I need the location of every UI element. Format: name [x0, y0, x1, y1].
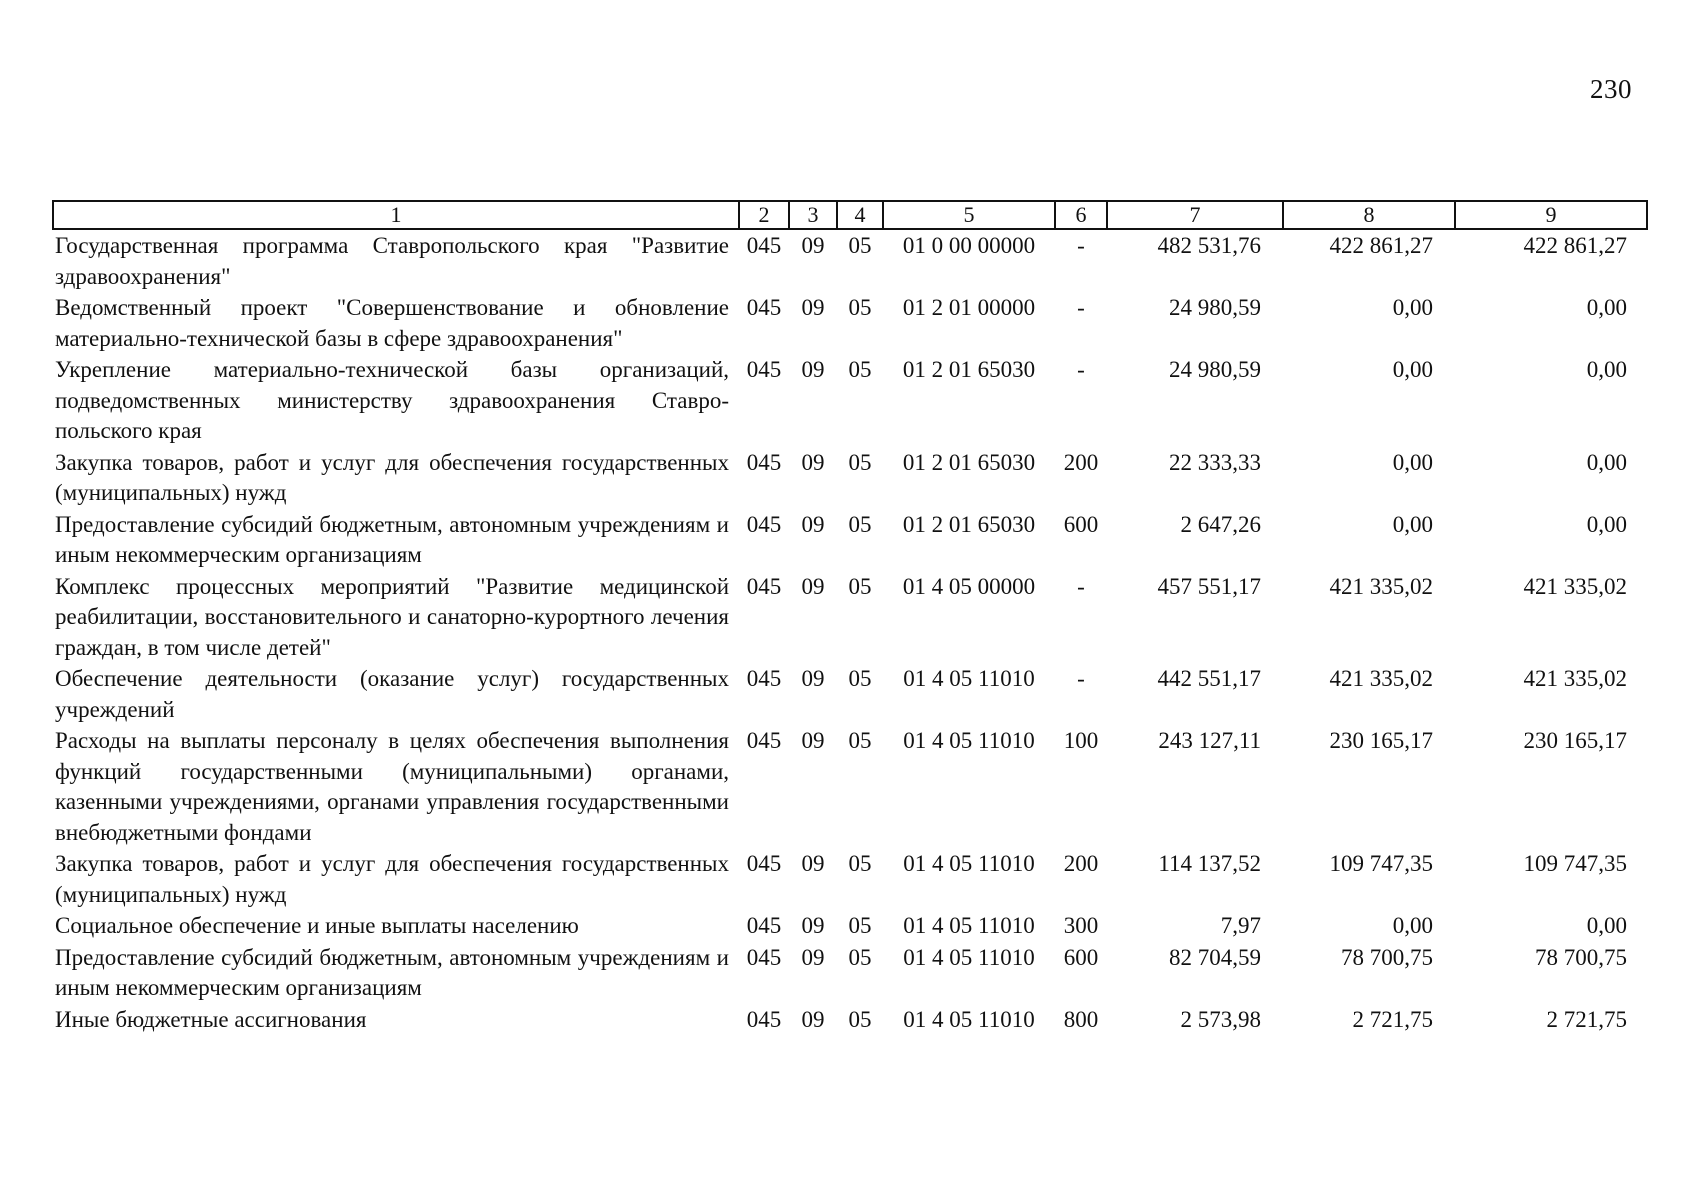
section-code: 09	[801, 233, 825, 258]
amount-col7: 243 127,11	[1158, 728, 1261, 753]
ministry-code: 045	[746, 1006, 782, 1032]
ministry-code: 045	[746, 913, 782, 938]
ministry-code: 045	[746, 944, 782, 970]
expense-type-code: -	[1077, 295, 1085, 320]
table-row	[53, 229, 1647, 292]
header-row	[53, 201, 1647, 229]
amount-col9: 109 747,35	[1523, 851, 1627, 876]
table-row	[53, 725, 1647, 848]
amount-col8: 0,00	[1392, 449, 1433, 475]
amount-col9: 421 335,02	[1523, 573, 1627, 599]
section-code: 09	[801, 357, 825, 382]
table-row	[53, 1004, 1647, 1036]
table-row	[53, 663, 1647, 725]
amount-col9: 421 335,02	[1523, 666, 1627, 691]
amount-col7: 22 333,33	[1169, 449, 1261, 475]
target-article-code: 01 2 01 65030	[902, 357, 1036, 382]
subsection-code: 05	[848, 449, 872, 475]
amount-col7: 7,97	[1220, 913, 1261, 938]
expense-type-code: 100	[1063, 728, 1099, 753]
column-header-6: 6	[1055, 201, 1107, 229]
amount-col9: 0,00	[1586, 295, 1627, 320]
target-article-code: 01 0 00 00000	[902, 233, 1036, 258]
amount-col7: 24 980,59	[1169, 295, 1261, 320]
table-row	[53, 571, 1647, 664]
expense-name: Расходы на выплаты персоналу в целях обеспечения выполнения функций государственными (муниципальными) органами, казенными учреждениями, органами управления государственными внебюджетными фондами	[55, 728, 729, 845]
section-code: 09	[801, 913, 825, 938]
expense-type-code: 600	[1063, 944, 1099, 970]
amount-col9: 0,00	[1586, 913, 1627, 938]
expense-name: Ведомственный проект "Совершенствование и обновление материально-технической базы в сфере здравоохранения"	[55, 295, 729, 351]
expense-name: Закупка товаров, работ и услуг для обеспечения государственных (муниципальных) нужд	[55, 851, 729, 907]
section-code: 09	[801, 573, 825, 599]
target-article-code: 01 4 05 11010	[903, 1006, 1035, 1032]
ministry-code: 045	[746, 851, 782, 876]
column-header-1: 1	[53, 201, 739, 229]
section-code: 09	[801, 1006, 825, 1032]
amount-col7: 114 137,52	[1158, 851, 1261, 876]
section-code: 09	[801, 666, 825, 691]
table-row	[53, 942, 1647, 1004]
expense-name: Закупка товаров, работ и услуг для обеспечения государственных (муниципальных) нужд	[55, 449, 729, 505]
expense-name: Укрепление материально-технической базы организаций, подведомственных министерству здравоохранения Ставро-польского края	[55, 357, 729, 443]
expense-type-code: 200	[1063, 851, 1099, 876]
subsection-code: 05	[848, 728, 872, 753]
subsection-code: 05	[848, 851, 872, 876]
amount-col7: 2 647,26	[1180, 511, 1261, 537]
subsection-code: 05	[848, 913, 872, 938]
amount-col9: 230 165,17	[1523, 728, 1627, 753]
expense-type-code: -	[1077, 357, 1085, 382]
column-header-4: 4	[837, 201, 883, 229]
amount-col7: 24 980,59	[1169, 357, 1261, 382]
amount-col7: 2 573,98	[1180, 1006, 1261, 1032]
expense-name: Комплекс процессных мероприятий "Развитие медицинской реабилитации, восстановительного и санаторно-курортного лечения граждан, в том числе детей"	[55, 573, 729, 660]
subsection-code: 05	[848, 944, 872, 970]
subsection-code: 05	[848, 233, 872, 258]
table-row	[53, 509, 1647, 571]
section-code: 09	[801, 449, 825, 475]
ministry-code: 045	[746, 295, 782, 320]
expense-name: Обеспечение деятельности (оказание услуг) государственных учреждений	[55, 666, 729, 722]
table-row	[53, 848, 1647, 910]
expense-type-code: -	[1077, 233, 1085, 258]
page-number: 230	[1590, 74, 1632, 104]
expense-name: Иные бюджетные ассигнования	[55, 1006, 367, 1032]
section-code: 09	[801, 728, 825, 753]
amount-col8: 0,00	[1392, 511, 1433, 537]
section-code: 09	[801, 295, 825, 320]
amount-col9: 2 721,75	[1546, 1006, 1627, 1032]
amount-col9: 422 861,27	[1523, 233, 1627, 258]
budget-table	[52, 200, 1648, 1035]
target-article-code: 01 4 05 00000	[902, 573, 1036, 599]
subsection-code: 05	[848, 357, 872, 382]
amount-col8: 0,00	[1392, 357, 1433, 382]
section-code: 09	[801, 851, 825, 876]
subsection-code: 05	[848, 511, 872, 537]
target-article-code: 01 4 05 11010	[903, 851, 1035, 876]
amount-col9: 78 700,75	[1535, 944, 1627, 970]
table-row	[53, 447, 1647, 509]
target-article-code: 01 4 05 11010	[903, 666, 1035, 691]
expense-type-code: 200	[1063, 449, 1099, 475]
subsection-code: 05	[848, 1006, 872, 1032]
expense-type-code: 600	[1063, 511, 1099, 537]
subsection-code: 05	[848, 666, 872, 691]
ministry-code: 045	[746, 357, 782, 382]
amount-col8: 0,00	[1392, 295, 1433, 320]
table-row	[53, 910, 1647, 942]
amount-col7: 442 551,17	[1157, 666, 1261, 691]
table-row	[53, 292, 1647, 354]
section-code: 09	[801, 944, 825, 970]
expense-type-code: 800	[1063, 1006, 1099, 1032]
amount-col7: 457 551,17	[1157, 573, 1261, 599]
amount-col8: 422 861,27	[1329, 233, 1433, 258]
target-article-code: 01 2 01 00000	[902, 295, 1036, 320]
amount-col8: 2 721,75	[1352, 1006, 1433, 1032]
subsection-code: 05	[848, 295, 872, 320]
column-header-7: 7	[1107, 201, 1283, 229]
column-header-8: 8	[1283, 201, 1455, 229]
expense-name: Социальное обеспечение и иные выплаты населению	[55, 913, 579, 938]
amount-col8: 230 165,17	[1329, 728, 1433, 753]
table-header	[53, 201, 1647, 229]
ministry-code: 045	[746, 728, 782, 753]
target-article-code: 01 4 05 11010	[903, 913, 1035, 938]
target-article-code: 01 4 05 11010	[903, 728, 1035, 753]
amount-col8: 421 335,02	[1329, 573, 1433, 599]
amount-col8: 421 335,02	[1329, 666, 1433, 691]
ministry-code: 045	[746, 666, 782, 691]
table-row	[53, 354, 1647, 447]
target-article-code: 01 4 05 11010	[903, 944, 1035, 970]
target-article-code: 01 2 01 65030	[902, 449, 1036, 475]
target-article-code: 01 2 01 65030	[902, 511, 1036, 537]
expense-name: Предоставление субсидий бюджетным, автономным учреждениям и иным некоммерческим организациям	[55, 511, 729, 567]
expense-name: Предоставление субсидий бюджетным, автономным учреждениям и иным некоммерческим организациям	[55, 944, 729, 1000]
amount-col8: 78 700,75	[1341, 944, 1433, 970]
expense-type-code: -	[1077, 666, 1085, 691]
column-header-2: 2	[739, 201, 789, 229]
amount-col7: 82 704,59	[1169, 944, 1261, 970]
column-header-9: 9	[1455, 201, 1647, 229]
table-body	[53, 229, 1647, 1035]
expense-type-code: -	[1077, 573, 1085, 599]
ministry-code: 045	[746, 233, 782, 258]
expense-type-code: 300	[1063, 913, 1099, 938]
amount-col9: 0,00	[1586, 357, 1627, 382]
column-header-3: 3	[789, 201, 837, 229]
amount-col8: 109 747,35	[1329, 851, 1433, 876]
amount-col8: 0,00	[1392, 913, 1433, 938]
amount-col7: 482 531,76	[1157, 233, 1261, 258]
amount-col9: 0,00	[1586, 511, 1627, 537]
ministry-code: 045	[746, 449, 782, 475]
expense-name: Государственная программа Ставропольского края "Развитие здравоохранения"	[55, 233, 729, 289]
amount-col9: 0,00	[1586, 449, 1627, 475]
column-header-5: 5	[883, 201, 1055, 229]
ministry-code: 045	[746, 573, 782, 599]
section-code: 09	[801, 511, 825, 537]
ministry-code: 045	[746, 511, 782, 537]
subsection-code: 05	[848, 573, 872, 599]
